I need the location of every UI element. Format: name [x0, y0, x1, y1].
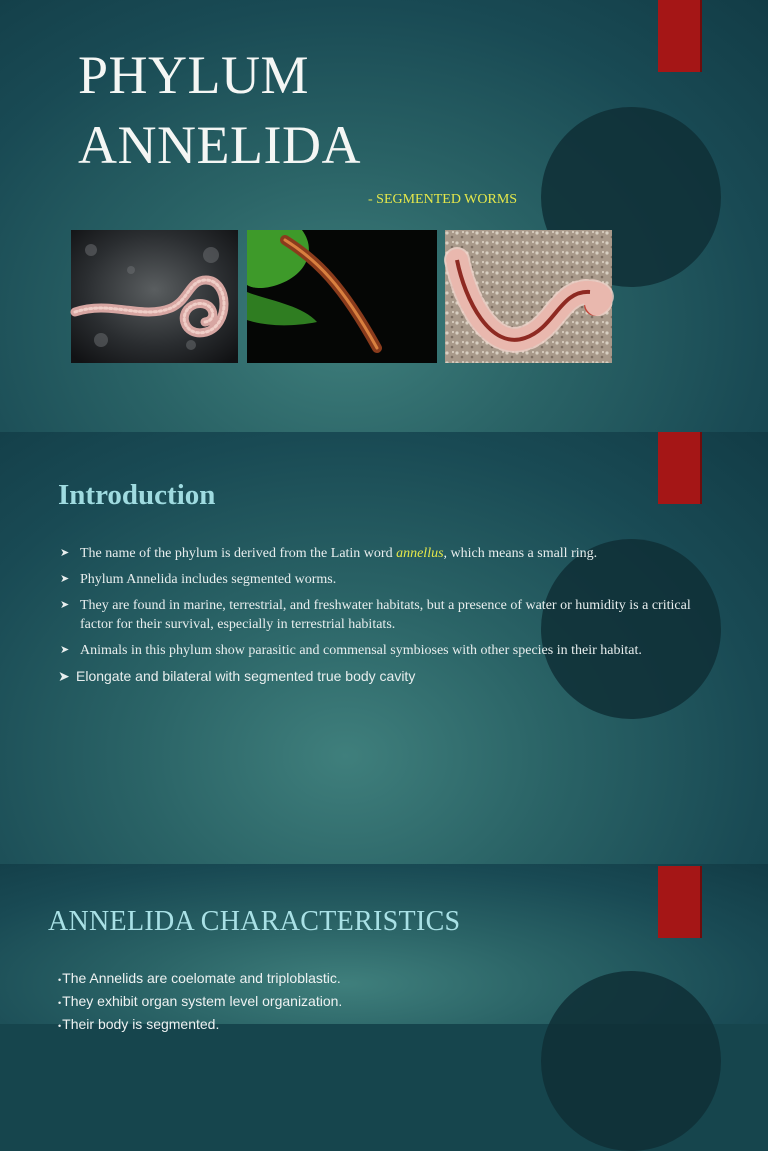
characteristics-list: [58, 968, 342, 1037]
title-line-2: ANNELIDA: [78, 115, 361, 175]
red-accent-bar: [658, 0, 702, 72]
bullet-text-after: , which means a small ring.: [443, 546, 598, 561]
slide-title: [0, 0, 768, 432]
introduction-bullet-list: [58, 544, 718, 693]
arrow-bullet-icon: ➤: [60, 599, 70, 611]
arrow-bullet-icon: ➤: [60, 644, 70, 656]
dot-bullet-icon: •: [58, 1021, 62, 1031]
list-item: [58, 991, 342, 1014]
bullet-text: Animals in this phylum show parasitic and commensal symbioses with other species in their habitat.: [80, 643, 642, 658]
bullet-text-before: The name of the phylum is derived from the Latin word: [80, 546, 397, 561]
bullet-text: Phylum Annelida includes segmented worms.: [80, 572, 337, 587]
dot-bullet-icon: •: [58, 998, 62, 1008]
decorative-circle: [541, 971, 721, 1151]
list-item: [58, 641, 718, 660]
title-line-1: PHYLUM: [78, 45, 310, 105]
slide-introduction: [0, 432, 768, 864]
bristleworm-photo: [445, 230, 612, 363]
list-item: [58, 968, 342, 991]
arrow-bullet-icon: ➤: [58, 668, 70, 684]
slide-subtitle: - SEGMENTED WORMS: [368, 192, 518, 207]
slide-characteristics: [0, 864, 768, 1032]
introduction-heading: Introduction: [58, 479, 216, 511]
arrow-bullet-icon: ➤: [60, 573, 70, 585]
dot-bullet-icon: •: [58, 975, 62, 985]
red-accent-bar: [658, 432, 702, 504]
list-item: [58, 667, 718, 686]
red-accent-bar: [658, 866, 702, 938]
ragworm-photo: [71, 230, 238, 363]
list-item: [58, 570, 718, 589]
characteristic-text: The Annelids are coelomate and triploblastic.: [62, 970, 341, 986]
characteristic-text: Their body is segmented.: [62, 1016, 220, 1032]
slide-title-heading: [78, 40, 361, 180]
arrow-bullet-icon: ➤: [60, 547, 70, 559]
bullet-text: They are found in marine, terrestrial, and freshwater habitats, but a presence of water or humidity is a critical factor for their survival, especially in terrestrial habitats.: [80, 598, 691, 632]
latin-word: annellus: [396, 546, 444, 561]
list-item: [58, 1014, 342, 1037]
list-item: [58, 596, 718, 634]
characteristic-text: They exhibit organ system level organization.: [62, 993, 343, 1009]
list-item: [58, 544, 718, 563]
characteristics-heading: ANNELIDA CHARACTERISTICS: [48, 906, 461, 937]
bullet-text: Elongate and bilateral with segmented true body cavity: [76, 668, 416, 684]
leech-photo: [247, 230, 437, 363]
